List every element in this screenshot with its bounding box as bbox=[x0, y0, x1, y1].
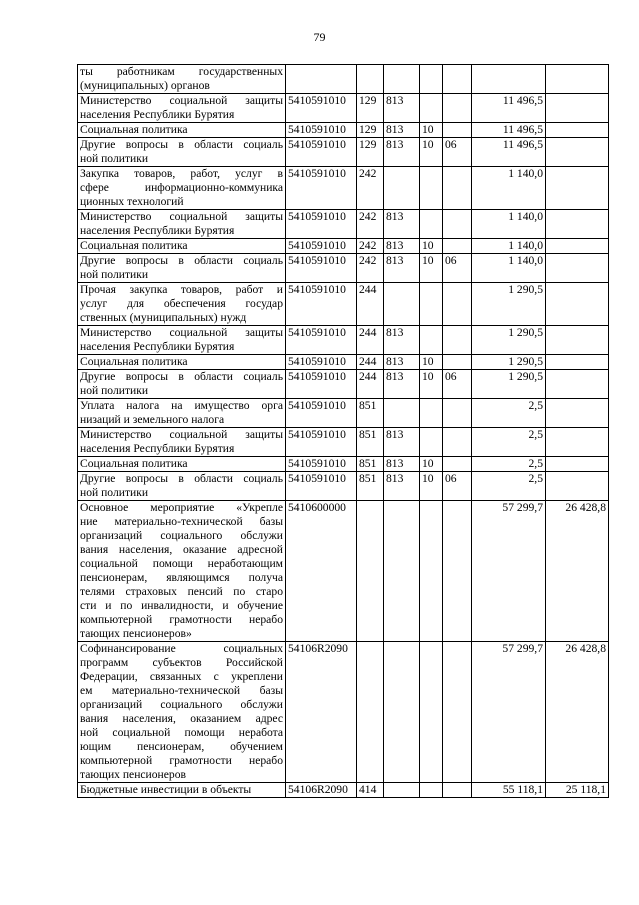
section-code bbox=[420, 283, 443, 326]
amount-cell bbox=[472, 65, 546, 94]
item-name-line: Другие вопросы в области социаль bbox=[80, 138, 283, 151]
target-article-code: 5410591010 bbox=[286, 370, 357, 399]
target-article-code: 54106R2090 bbox=[286, 783, 357, 798]
amount-cell-2 bbox=[546, 138, 609, 167]
administrator-code: 813 bbox=[384, 472, 420, 501]
item-name-cell bbox=[78, 501, 286, 642]
amount-cell-2 bbox=[546, 167, 609, 210]
section-code bbox=[420, 399, 443, 428]
amount-cell: 1 290,5 bbox=[472, 370, 546, 399]
section-code: 10 bbox=[420, 355, 443, 370]
amount-cell: 11 496,5 bbox=[472, 94, 546, 123]
item-name-line: пенсионерам, являющимся получа bbox=[80, 571, 283, 584]
item-name-line: Другие вопросы в области социаль bbox=[80, 254, 283, 267]
section-code: 10 bbox=[420, 472, 443, 501]
expense-type-code: 242 bbox=[357, 210, 384, 239]
section-code bbox=[420, 326, 443, 355]
subsection-code bbox=[443, 355, 472, 370]
amount-cell-2 bbox=[546, 65, 609, 94]
amount-cell: 2,5 bbox=[472, 457, 546, 472]
section-code: 10 bbox=[420, 254, 443, 283]
section-code bbox=[420, 65, 443, 94]
administrator-code bbox=[384, 642, 420, 783]
item-name-line: населения Республики Бурятия bbox=[80, 108, 235, 121]
amount-cell: 55 118,1 bbox=[472, 783, 546, 798]
item-name-line: Прочая закупка товаров, работ и bbox=[80, 283, 283, 296]
item-name-line: Социальная политика bbox=[80, 239, 188, 252]
section-code: 10 bbox=[420, 239, 443, 254]
table-row bbox=[78, 94, 609, 123]
amount-cell: 57 299,7 bbox=[472, 642, 546, 783]
subsection-code bbox=[443, 239, 472, 254]
item-name-line: Бюджетные инвестиции в объекты bbox=[80, 783, 252, 796]
item-name-line: телями страховых пенсий по старо bbox=[80, 585, 283, 598]
item-name-cell bbox=[78, 326, 286, 355]
amount-cell-2 bbox=[546, 472, 609, 501]
item-name-line: организаций социального обслужи bbox=[80, 698, 283, 711]
subsection-code bbox=[443, 65, 472, 94]
amount-cell-2 bbox=[546, 457, 609, 472]
administrator-code: 813 bbox=[384, 457, 420, 472]
administrator-code: 813 bbox=[384, 94, 420, 123]
subsection-code: 06 bbox=[443, 370, 472, 399]
amount-cell-2 bbox=[546, 283, 609, 326]
target-article-code: 5410591010 bbox=[286, 355, 357, 370]
item-name-line: Софинансирование социальных bbox=[80, 642, 283, 655]
table-row bbox=[78, 370, 609, 399]
subsection-code bbox=[443, 94, 472, 123]
item-name-line: тающих пенсионеров» bbox=[80, 627, 192, 640]
item-name-line: (муниципальных) органов bbox=[80, 79, 210, 92]
expense-type-code: 244 bbox=[357, 370, 384, 399]
table-row bbox=[78, 457, 609, 472]
amount-cell: 1 290,5 bbox=[472, 283, 546, 326]
administrator-code bbox=[384, 283, 420, 326]
item-name-line: Министерство социальной защиты bbox=[80, 94, 283, 107]
item-name-cell bbox=[78, 94, 286, 123]
amount-cell-2 bbox=[546, 94, 609, 123]
subsection-code bbox=[443, 326, 472, 355]
item-name-line: Социальная политика bbox=[80, 123, 188, 136]
target-article-code: 5410591010 bbox=[286, 457, 357, 472]
item-name-line: Уплата налога на имущество орга bbox=[80, 399, 283, 412]
target-article-code: 5410591010 bbox=[286, 399, 357, 428]
item-name-line: Министерство социальной защиты bbox=[80, 210, 283, 223]
item-name-line: вания населения, оказанием адрес bbox=[80, 712, 283, 725]
subsection-code bbox=[443, 428, 472, 457]
expense-type-code: 244 bbox=[357, 355, 384, 370]
administrator-code bbox=[384, 783, 420, 798]
section-code bbox=[420, 210, 443, 239]
subsection-code bbox=[443, 283, 472, 326]
item-name-cell bbox=[78, 428, 286, 457]
amount-cell: 2,5 bbox=[472, 472, 546, 501]
expense-type-code: 851 bbox=[357, 472, 384, 501]
target-article-code: 5410591010 bbox=[286, 283, 357, 326]
administrator-code: 813 bbox=[384, 138, 420, 167]
table-row bbox=[78, 472, 609, 501]
budget-table bbox=[77, 64, 609, 798]
target-article-code: 5410591010 bbox=[286, 138, 357, 167]
expense-type-code: 851 bbox=[357, 457, 384, 472]
table-body bbox=[78, 65, 609, 798]
section-code: 10 bbox=[420, 370, 443, 399]
item-name-line: населения Республики Бурятия bbox=[80, 442, 235, 455]
table-row bbox=[78, 239, 609, 254]
item-name-line: ние материально-технической базы bbox=[80, 515, 283, 528]
table-row bbox=[78, 642, 609, 783]
item-name-line: ем материально-технической базы bbox=[80, 684, 283, 697]
item-name-cell bbox=[78, 355, 286, 370]
item-name-cell bbox=[78, 283, 286, 326]
target-article-code: 5410591010 bbox=[286, 123, 357, 138]
administrator-code: 813 bbox=[384, 210, 420, 239]
expense-type-code bbox=[357, 65, 384, 94]
amount-cell-2 bbox=[546, 254, 609, 283]
amount-cell-2 bbox=[546, 399, 609, 428]
item-name-line: услуг для обеспечения государ bbox=[80, 297, 283, 310]
item-name-cell bbox=[78, 138, 286, 167]
expense-type-code bbox=[357, 501, 384, 642]
item-name-line: низаций и земельного налога bbox=[80, 413, 225, 426]
table-row bbox=[78, 326, 609, 355]
administrator-code: 813 bbox=[384, 123, 420, 138]
item-name-line: ной политики bbox=[80, 152, 149, 165]
page-number: 79 bbox=[313, 30, 326, 44]
subsection-code bbox=[443, 123, 472, 138]
administrator-code bbox=[384, 501, 420, 642]
table-row bbox=[78, 283, 609, 326]
target-article-code: 5410591010 bbox=[286, 167, 357, 210]
amount-cell-2 bbox=[546, 123, 609, 138]
target-article-code: 5410600000 bbox=[286, 501, 357, 642]
target-article-code: 54106R2090 bbox=[286, 642, 357, 783]
table-row bbox=[78, 210, 609, 239]
section-code: 10 bbox=[420, 457, 443, 472]
table-row bbox=[78, 501, 609, 642]
item-name-line: Социальная политика bbox=[80, 355, 188, 368]
table-row bbox=[78, 428, 609, 457]
section-code bbox=[420, 642, 443, 783]
expense-type-code: 129 bbox=[357, 94, 384, 123]
item-name-cell bbox=[78, 254, 286, 283]
amount-cell-2 bbox=[546, 355, 609, 370]
expense-type-code: 242 bbox=[357, 254, 384, 283]
item-name-line: тающих пенсионеров bbox=[80, 768, 186, 781]
expense-type-code: 851 bbox=[357, 428, 384, 457]
expense-type-code: 414 bbox=[357, 783, 384, 798]
item-name-line: населения Республики Бурятия bbox=[80, 340, 235, 353]
administrator-code: 813 bbox=[384, 254, 420, 283]
expense-type-code: 244 bbox=[357, 326, 384, 355]
item-name-line: ной социальной помощи неработа bbox=[80, 726, 283, 739]
administrator-code bbox=[384, 65, 420, 94]
subsection-code bbox=[443, 399, 472, 428]
table-row bbox=[78, 65, 609, 94]
item-name-cell bbox=[78, 167, 286, 210]
item-name-line: Другие вопросы в области социаль bbox=[80, 472, 283, 485]
table-row bbox=[78, 783, 609, 798]
subsection-code bbox=[443, 167, 472, 210]
expense-type-code: 129 bbox=[357, 138, 384, 167]
table-row bbox=[78, 355, 609, 370]
item-name-line: сти и по инвалидности, и обучение bbox=[80, 599, 283, 612]
section-code bbox=[420, 94, 443, 123]
target-article-code: 5410591010 bbox=[286, 239, 357, 254]
item-name-line: ющим пенсионерам, обучением bbox=[80, 740, 283, 753]
item-name-line: ной политики bbox=[80, 268, 149, 281]
subsection-code bbox=[443, 783, 472, 798]
section-code bbox=[420, 501, 443, 642]
item-name-line: Министерство социальной защиты bbox=[80, 326, 283, 339]
administrator-code: 813 bbox=[384, 355, 420, 370]
administrator-code: 813 bbox=[384, 428, 420, 457]
expense-type-code: 242 bbox=[357, 167, 384, 210]
amount-cell-2: 26 428,8 bbox=[546, 642, 609, 783]
table-row bbox=[78, 399, 609, 428]
subsection-code: 06 bbox=[443, 472, 472, 501]
amount-cell: 1 140,0 bbox=[472, 210, 546, 239]
administrator-code: 813 bbox=[384, 370, 420, 399]
target-article-code: 5410591010 bbox=[286, 472, 357, 501]
amount-cell-2: 26 428,8 bbox=[546, 501, 609, 642]
amount-cell: 2,5 bbox=[472, 399, 546, 428]
item-name-cell bbox=[78, 210, 286, 239]
amount-cell: 11 496,5 bbox=[472, 138, 546, 167]
item-name-cell bbox=[78, 65, 286, 94]
expense-type-code: 244 bbox=[357, 283, 384, 326]
item-name-line: Министерство социальной защиты bbox=[80, 428, 283, 441]
subsection-code: 06 bbox=[443, 254, 472, 283]
subsection-code bbox=[443, 501, 472, 642]
table-row bbox=[78, 123, 609, 138]
item-name-cell bbox=[78, 457, 286, 472]
subsection-code bbox=[443, 642, 472, 783]
administrator-code bbox=[384, 399, 420, 428]
expense-type-code bbox=[357, 642, 384, 783]
item-name-line: Закупка товаров, работ, услуг в bbox=[80, 167, 283, 180]
item-name-cell bbox=[78, 783, 286, 798]
section-code bbox=[420, 783, 443, 798]
item-name-cell bbox=[78, 370, 286, 399]
amount-cell-2 bbox=[546, 370, 609, 399]
expense-type-code: 129 bbox=[357, 123, 384, 138]
item-name-line: населения Республики Бурятия bbox=[80, 224, 235, 237]
table-row bbox=[78, 254, 609, 283]
administrator-code: 813 bbox=[384, 239, 420, 254]
item-name-line: компьютерной грамотности нерабо bbox=[80, 613, 283, 626]
amount-cell-2 bbox=[546, 428, 609, 457]
amount-cell-2: 25 118,1 bbox=[546, 783, 609, 798]
amount-cell: 1 290,5 bbox=[472, 326, 546, 355]
amount-cell-2 bbox=[546, 239, 609, 254]
target-article-code: 5410591010 bbox=[286, 254, 357, 283]
table-row bbox=[78, 138, 609, 167]
amount-cell: 1 140,0 bbox=[472, 167, 546, 210]
section-code bbox=[420, 428, 443, 457]
target-article-code: 5410591010 bbox=[286, 326, 357, 355]
table-row bbox=[78, 167, 609, 210]
item-name-line: Другие вопросы в области социаль bbox=[80, 370, 283, 383]
target-article-code: 5410591010 bbox=[286, 428, 357, 457]
amount-cell-2 bbox=[546, 210, 609, 239]
administrator-code bbox=[384, 167, 420, 210]
amount-cell: 1 290,5 bbox=[472, 355, 546, 370]
expense-type-code: 851 bbox=[357, 399, 384, 428]
subsection-code bbox=[443, 210, 472, 239]
section-code: 10 bbox=[420, 123, 443, 138]
amount-cell-2 bbox=[546, 326, 609, 355]
amount-cell: 1 140,0 bbox=[472, 239, 546, 254]
item-name-cell bbox=[78, 123, 286, 138]
item-name-line: программ субъектов Российской bbox=[80, 656, 283, 669]
item-name-line: ственных (муниципальных) нужд bbox=[80, 311, 247, 324]
item-name-line: ционных технологий bbox=[80, 195, 184, 208]
item-name-cell bbox=[78, 472, 286, 501]
item-name-cell bbox=[78, 642, 286, 783]
item-name-line: ты работникам государственных bbox=[80, 65, 283, 78]
target-article-code bbox=[286, 65, 357, 94]
item-name-line: сфере информационно-коммуника bbox=[80, 181, 283, 194]
target-article-code: 5410591010 bbox=[286, 94, 357, 123]
item-name-line: организаций социального обслужи bbox=[80, 529, 283, 542]
expense-type-code: 242 bbox=[357, 239, 384, 254]
amount-cell: 57 299,7 bbox=[472, 501, 546, 642]
item-name-line: социальной помощи неработающим bbox=[80, 557, 283, 570]
item-name-line: вания населения, оказание адресной bbox=[80, 543, 283, 556]
section-code bbox=[420, 167, 443, 210]
item-name-cell bbox=[78, 399, 286, 428]
item-name-line: ной политики bbox=[80, 486, 149, 499]
item-name-cell bbox=[78, 239, 286, 254]
item-name-line: Федерации, связанных с укреплени bbox=[80, 670, 283, 683]
item-name-line: Социальная политика bbox=[80, 457, 188, 470]
amount-cell: 1 140,0 bbox=[472, 254, 546, 283]
administrator-code: 813 bbox=[384, 326, 420, 355]
section-code: 10 bbox=[420, 138, 443, 167]
item-name-line: компьютерной грамотности нерабо bbox=[80, 754, 283, 767]
amount-cell: 11 496,5 bbox=[472, 123, 546, 138]
subsection-code: 06 bbox=[443, 138, 472, 167]
item-name-line: Основное мероприятие «Укрепле bbox=[80, 501, 283, 514]
subsection-code bbox=[443, 457, 472, 472]
amount-cell: 2,5 bbox=[472, 428, 546, 457]
target-article-code: 5410591010 bbox=[286, 210, 357, 239]
item-name-line: ной политики bbox=[80, 384, 149, 397]
